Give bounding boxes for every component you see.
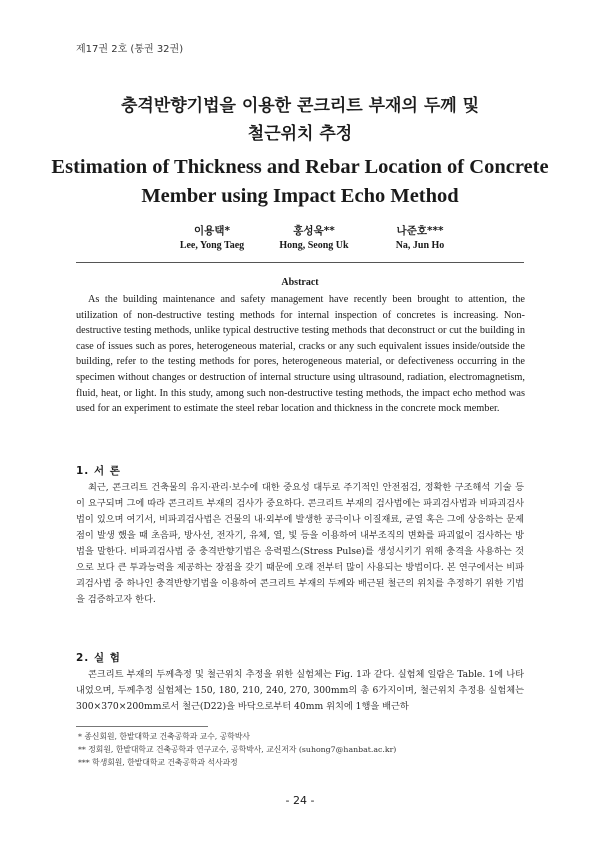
author-3-english-name: Na, Jun Ho — [395, 240, 445, 251]
author-3 — [350, 223, 490, 253]
abstract-body — [76, 292, 525, 417]
english-title-line-1: Estimation of Thickness and Rebar Location of Concrete — [51, 156, 549, 178]
section-1-text: 최근, 콘크리트 건축물의 유지·관리·보수에 대한 중요성 대두로 주기적인 안전점검, 정확한 구조해석 기술 등이 요구되며 그에 따라 콘크리트 부재의 검사가 중요하다. 콘크리트 부재의 검사법에는 파괴검사법과 비파괴검사법이 있으며 여기서, 비파괴검사법은 건물의 내·외부에 발생한 공극이나 이질재료, 균열 혹은 그에 상응하는 문제점이 발생 했을 때 초음파, 방사선, 전자기, 유체, 열, 빛 등을 이용하여 내부조직의 변화를 파괴없이 검사하는 방법을 말한다. 비파괴검사법 중 충격반향기법은 응력펄스(Stress Pulse)를 생성시키기 위해 충격을 사용하는 것으로 보다 큰 투과능력을 제공하는 장점을 갖기 때문에 오래 전부터 많이 사용되는 방법이다. 본 연구에서는 비파괴검사법 중 하나인 충격반향기법을 이용하여 콘크리트 부재의 두께와 배근된 철근의 위치를 추정하기 위한 기법을 검증하고자 한다. — [76, 482, 524, 605]
english-title — [0, 153, 600, 211]
footnotes — [76, 730, 524, 769]
section-2-body — [76, 667, 524, 715]
author-3-korean-name: 나준호*** — [396, 225, 444, 237]
footnote-3: *** 학생회원, 한밭대학교 건축공학과 석사과정 — [78, 758, 238, 767]
footnote-1: * 종신회원, 한밭대학교 건축공학과 교수, 공학박사 — [78, 732, 250, 741]
journal-volume: 제17권 2호 (통권 32권) — [76, 44, 184, 55]
section-2-heading: 2. 실 험 — [76, 652, 121, 664]
korean-title-line-1: 충격반향기법을 이용한 콘크리트 부재의 두께 및 — [120, 96, 480, 116]
korean-title-line-2: 철근위치 추정 — [247, 124, 353, 144]
footnote-divider — [76, 726, 208, 727]
author-1-korean-name: 이용택* — [194, 225, 230, 237]
section-1-body — [76, 480, 524, 608]
section-2-text: 콘크리트 부재의 두께측정 및 철근위치 추정을 위한 실험체는 Fig. 1과 같다. 실험체 일람은 Table. 1에 나타내었으며, 두께추정 실험체는 150, 180, 210, 240, 270, 300mm의 총 6가지이며, 철근위치 추정용 실험체는 300×370×200mm로서 철근(D22)을 바닥으로부터 40mm 위치에 1행을 배근하 — [76, 669, 524, 712]
header-divider — [76, 262, 524, 263]
author-2-korean-name: 홍성욱** — [293, 225, 335, 237]
abstract-text: As the building maintenance and safety management have recently been brought to attention, the utilization of non-destructive testing methods for internal inspection of concretes is increasing. Non-destructive testing methods, unlike typical destructive testing methods that deconstruct or cut the building in case of issues such as pores, heterogeneous material, cracks or any such equivalent issues inside/outside the building, refer to the testing methods for pores, heterogeneous material, or defectiveness occurring in the specimen without changes or destruction of internal structure using ultrasound, radiation, electromagnetism, fluid, heat, or light. In this study, among such non-destructive testing methods, the impact echo method was used for an experiment to estimate the steel rebar location and thickness in the concrete mock member. — [76, 294, 525, 415]
korean-title — [0, 92, 600, 148]
page-number: - 24 - — [285, 794, 315, 807]
author-2-english-name: Hong, Seong Uk — [279, 240, 349, 251]
abstract-heading: Abstract — [281, 277, 319, 288]
english-title-line-2: Member using Impact Echo Method — [141, 185, 459, 207]
footnote-2: ** 정회원, 한밭대학교 건축공학과 연구교수, 공학박사, 교신저자 (suhong7@hanbat.ac.kr) — [78, 745, 397, 754]
section-1-heading: 1. 서 론 — [76, 465, 121, 477]
author-1-english-name: Lee, Yong Taeg — [179, 240, 245, 251]
